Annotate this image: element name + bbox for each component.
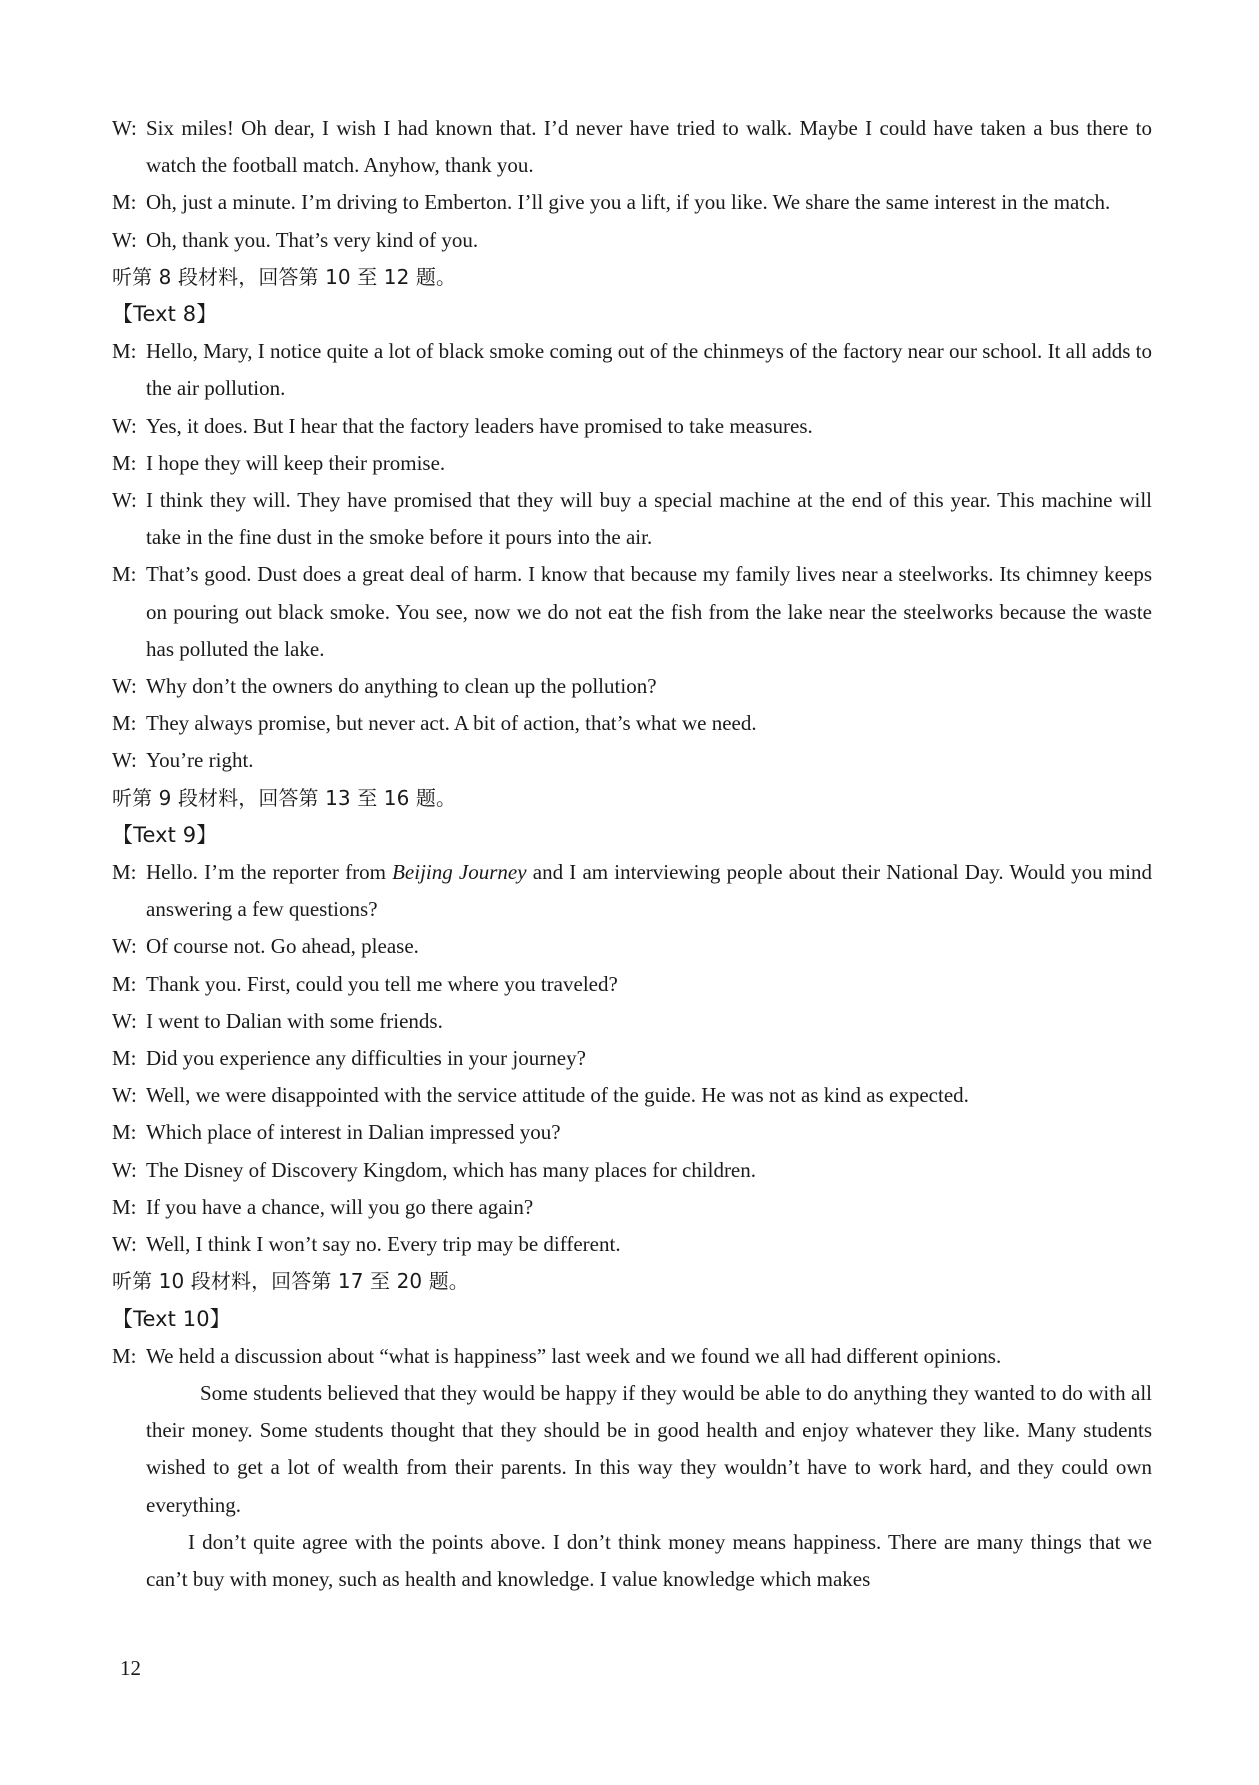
dialogue-line: [112, 966, 1152, 1003]
utterance-text: They always promise, but never act. A bit of action, that’s what we need.: [146, 711, 757, 736]
dialogue-line: [112, 1338, 1152, 1375]
speaker-label: W:: [112, 674, 137, 699]
speaker-label: M:: [112, 562, 137, 587]
dialogue-line: [112, 1152, 1152, 1189]
utterance-text: [146, 854, 1152, 928]
text-heading: 【Text 10】: [112, 1306, 231, 1331]
utterance-text: Hello, Mary, I notice quite a lot of black smoke coming out of the chinmeys of the factory near our school. It all adds to the air pollution.: [146, 339, 1152, 401]
section-instruction: 听第 8 段材料，回答第 10 至 12 题。: [112, 264, 457, 289]
speaker-label: M:: [112, 339, 137, 364]
utterance-text: Of course not. Go ahead, please.: [146, 934, 419, 959]
text-heading: 【Text 8】: [112, 302, 218, 327]
utterance-text: You’re right.: [146, 748, 254, 773]
speaker-label: W:: [112, 748, 137, 773]
utterance-text-part: Hello. I’m the reporter from: [146, 860, 393, 885]
transcript-body: [112, 110, 1152, 1598]
speaker-label: W:: [112, 1232, 137, 1257]
utterance-text: Oh, thank you. That’s very kind of you.: [146, 227, 479, 252]
dialogue-line: [112, 556, 1152, 668]
speaker-label: M:: [112, 1343, 137, 1368]
utterance-text: That’s good. Dust does a great deal of harm. I know that because my family lives near a steelworks. Its chimney keeps on pouring out black smoke. You see, now we do not eat the fish from the lake near the steelworks because the waste has polluted the lake.: [146, 562, 1152, 661]
speaker-label: W:: [112, 413, 137, 438]
dialogue-line: [112, 1003, 1152, 1040]
utterance-text: I hope they will keep their promise.: [146, 450, 446, 475]
utterance-text: If you have a chance, will you go there again?: [146, 1194, 534, 1219]
speaker-label: M:: [112, 711, 137, 736]
speaker-label: M:: [112, 1194, 137, 1219]
utterance-text: Thank you. First, could you tell me where you traveled?: [146, 971, 618, 996]
utterance-text: I went to Dalian with some friends.: [146, 1008, 443, 1033]
dialogue-line: [112, 1040, 1152, 1077]
utterance-text: The Disney of Discovery Kingdom, which has many places for children.: [146, 1157, 757, 1182]
speaker-label: M:: [112, 1120, 137, 1145]
dialogue-line: [112, 668, 1152, 705]
dialogue-line: [112, 854, 1152, 928]
utterance-text: Which place of interest in Dalian impressed you?: [146, 1120, 561, 1145]
dialogue-line: [112, 705, 1152, 742]
page-number: 12: [120, 1656, 141, 1680]
speaker-label: W:: [112, 488, 137, 513]
speaker-label: W:: [112, 227, 137, 252]
utterance-text: I think they will. They have promised that they will buy a special machine at the end of this year. This machine will take in the fine dust in the smoke before it pours into the air.: [146, 488, 1152, 550]
speaker-label: M:: [112, 971, 137, 996]
utterance-text: Six miles! Oh dear, I wish I had known that. I’d never have tried to walk. Maybe I could have taken a bus there to watch the football match. Anyhow, thank you.: [146, 116, 1152, 178]
monologue-paragraph: Some students believed that they would be happy if they would be able to do anything they wanted to do with all their money. Some students thought that they should be in good health and enjoy whatever they like. Many students wished to get a lot of wealth from their parents. In this way they wouldn’t have to work hard, and they could own everything.: [146, 1380, 1152, 1517]
dialogue-line: [112, 222, 1152, 259]
speaker-label: W:: [112, 1008, 137, 1033]
speaker-label: M:: [112, 190, 137, 215]
speaker-label: W:: [112, 934, 137, 959]
utterance-text: Well, we were disappointed with the service attitude of the guide. He was not as kind as expected.: [146, 1083, 969, 1108]
dialogue-line: [112, 333, 1152, 407]
publication-title: Beijing Journey: [392, 860, 527, 885]
section-instruction: 听第 10 段材料，回答第 17 至 20 题。: [112, 1269, 469, 1294]
utterance-text: Oh, just a minute. I’m driving to Emberton. I’ll give you a lift, if you like. We share the same interest in the match.: [146, 190, 1111, 215]
utterance-text-part: and I am interviewing people about their National Day. Would you mind answering a few questions?: [146, 860, 1152, 922]
dialogue-line: [112, 445, 1152, 482]
dialogue-line: [112, 1114, 1152, 1151]
monologue-paragraph: I don’t quite agree with the points above. I don’t think money means happiness. There are many things that we can’t buy with money, such as health and knowledge. I value knowledge which makes: [146, 1529, 1152, 1591]
utterance-text: We held a discussion about “what is happiness” last week and we found we all had different opinions.: [146, 1343, 1002, 1368]
text-heading: 【Text 9】: [112, 822, 218, 847]
dialogue-line: [112, 184, 1152, 221]
dialogue-line: [112, 1189, 1152, 1226]
speaker-label: W:: [112, 116, 137, 140]
dialogue-line: [112, 928, 1152, 965]
speaker-label: W:: [112, 1157, 137, 1182]
dialogue-line: [112, 482, 1152, 556]
dialogue-line: [112, 1077, 1152, 1114]
speaker-label: M:: [112, 450, 137, 475]
speaker-label: M:: [112, 860, 137, 885]
dialogue-line: [112, 408, 1152, 445]
section-instruction: 听第 9 段材料，回答第 13 至 16 题。: [112, 785, 457, 810]
dialogue-line: [112, 110, 1152, 184]
speaker-label: W:: [112, 1083, 137, 1108]
speaker-label: M:: [112, 1046, 137, 1071]
utterance-text: Why don’t the owners do anything to clean up the pollution?: [146, 674, 657, 699]
utterance-text: Well, I think I won’t say no. Every trip may be different.: [146, 1232, 621, 1257]
utterance-text: Did you experience any difficulties in your journey?: [146, 1046, 586, 1071]
dialogue-line: [112, 1226, 1152, 1263]
dialogue-line: [112, 742, 1152, 779]
utterance-text: Yes, it does. But I hear that the factory leaders have promised to take measures.: [146, 413, 813, 438]
